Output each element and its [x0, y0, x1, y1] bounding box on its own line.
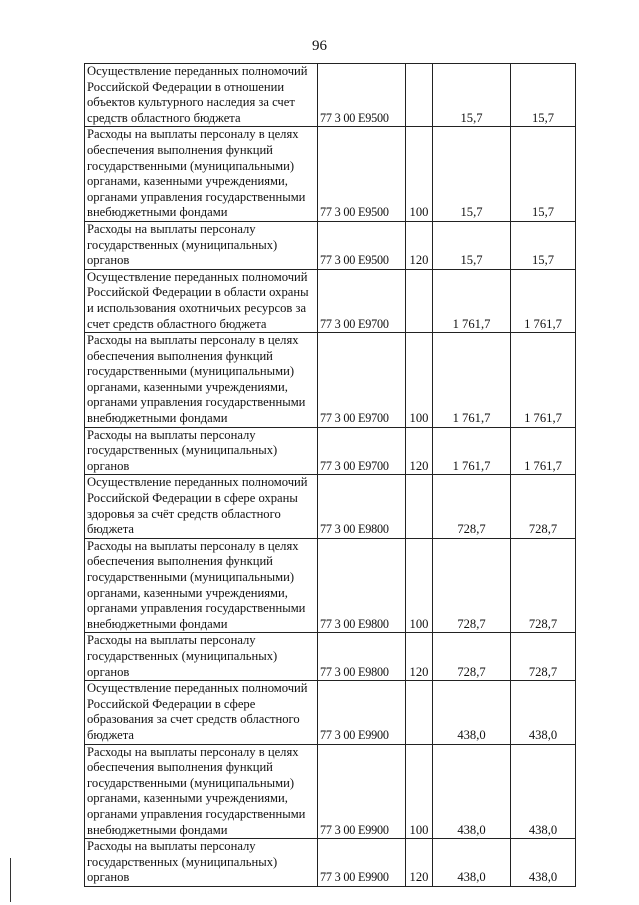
row-name-line: обеспечения выполнения функций — [87, 760, 273, 775]
row-amount-1-cell: 15,7 — [433, 221, 511, 269]
row-name-line: Российской Федерации в отношении — [87, 79, 285, 94]
budget-table — [84, 63, 576, 887]
row-name-line: Расходы на выплаты персоналу в целях — [87, 127, 299, 142]
row-amount-2-cell: 438,0 — [511, 744, 576, 839]
row-name-cell — [85, 221, 318, 269]
row-code-cell: 77 3 00 Е9500 — [318, 64, 406, 127]
table-row — [85, 221, 576, 269]
row-name-line: государственных (муниципальных) — [87, 648, 278, 663]
row-amount-2-cell: 728,7 — [511, 475, 576, 538]
row-amount-1-cell: 15,7 — [433, 127, 511, 222]
row-amount-1-cell: 1 761,7 — [433, 427, 511, 475]
row-expense-type-cell: 100 — [406, 744, 433, 839]
row-name-line: Расходы на выплаты персоналу в целях — [87, 333, 299, 348]
row-name-line: средств областного бюджета — [87, 110, 241, 125]
row-amount-2-cell: 438,0 — [511, 839, 576, 887]
scan-edge-mark — [10, 858, 11, 902]
row-name-line: Расходы на выплаты персоналу — [87, 839, 256, 854]
row-name-line: органами, казенными учреждениями, — [87, 791, 288, 806]
row-name-line: и использования охотничьих ресурсов за — [87, 300, 307, 315]
row-name-line: органов — [87, 458, 130, 473]
row-name-cell — [85, 475, 318, 538]
row-amount-1-cell: 728,7 — [433, 475, 511, 538]
row-name-cell — [85, 127, 318, 222]
row-code-cell: 77 3 00 Е9800 — [318, 538, 406, 633]
row-name-cell — [85, 269, 318, 332]
row-amount-1-cell: 1 761,7 — [433, 269, 511, 332]
row-name-cell — [85, 681, 318, 744]
row-name-line: Расходы на выплаты персоналу — [87, 221, 256, 236]
row-expense-type-cell — [406, 269, 433, 332]
row-name-line: обеспечения выполнения функций — [87, 142, 273, 157]
row-name-line: счет средств областного бюджета — [87, 316, 267, 331]
row-name-cell — [85, 333, 318, 428]
row-name-line: образования за счет средств областного — [87, 712, 300, 727]
row-name-line: Российской Федерации в сфере охраны — [87, 491, 298, 506]
row-name-line: внебюджетными фондами — [87, 205, 228, 220]
row-name-line: органами, казенными учреждениями, — [87, 174, 288, 189]
row-amount-2-cell: 728,7 — [511, 538, 576, 633]
row-expense-type-cell: 100 — [406, 127, 433, 222]
row-amount-2-cell: 438,0 — [511, 681, 576, 744]
row-code-cell: 77 3 00 Е9700 — [318, 427, 406, 475]
row-code-cell: 77 3 00 Е9500 — [318, 221, 406, 269]
row-name-cell — [85, 538, 318, 633]
row-name-line: органов — [87, 870, 130, 885]
row-name-line: Осуществление переданных полномочий — [87, 269, 308, 284]
table-row — [85, 744, 576, 839]
budget-table-body — [85, 64, 576, 887]
row-amount-2-cell: 15,7 — [511, 64, 576, 127]
row-amount-1-cell: 438,0 — [433, 744, 511, 839]
row-name-line: внебюджетными фондами — [87, 822, 228, 837]
row-amount-1-cell: 728,7 — [433, 538, 511, 633]
table-row — [85, 681, 576, 744]
row-expense-type-cell: 100 — [406, 538, 433, 633]
row-code-cell: 77 3 00 Е9900 — [318, 744, 406, 839]
row-name-line: органами, казенными учреждениями, — [87, 585, 288, 600]
row-name-cell — [85, 839, 318, 887]
row-name-line: государственными (муниципальными) — [87, 364, 295, 379]
row-name-line: обеспечения выполнения функций — [87, 554, 273, 569]
row-name-line: внебюджетными фондами — [87, 616, 228, 631]
row-name-line: Осуществление переданных полномочий — [87, 475, 308, 490]
row-amount-2-cell: 15,7 — [511, 127, 576, 222]
row-expense-type-cell: 120 — [406, 633, 433, 681]
row-code-cell: 77 3 00 Е9800 — [318, 633, 406, 681]
row-code-cell: 77 3 00 Е9800 — [318, 475, 406, 538]
row-name-line: государственных (муниципальных) — [87, 854, 278, 869]
row-name-line: органами управления государственными — [87, 189, 306, 204]
row-amount-2-cell: 1 761,7 — [511, 269, 576, 332]
row-name-line: органами, казенными учреждениями, — [87, 379, 288, 394]
row-name-line: государственными (муниципальными) — [87, 158, 295, 173]
row-name-line: органов — [87, 253, 130, 268]
table-row — [85, 475, 576, 538]
table-row — [85, 839, 576, 887]
row-expense-type-cell: 120 — [406, 839, 433, 887]
table-row — [85, 333, 576, 428]
row-name-line: бюджета — [87, 727, 134, 742]
row-name-line: Российской Федерации в сфере — [87, 696, 256, 711]
row-name-cell — [85, 744, 318, 839]
row-amount-2-cell: 728,7 — [511, 633, 576, 681]
row-name-line: обеспечения выполнения функций — [87, 348, 273, 363]
row-name-line: органами управления государственными — [87, 395, 306, 410]
row-name-line: Расходы на выплаты персоналу — [87, 427, 256, 442]
row-amount-2-cell: 1 761,7 — [511, 427, 576, 475]
table-row — [85, 538, 576, 633]
table-row — [85, 127, 576, 222]
row-code-cell: 77 3 00 Е9900 — [318, 839, 406, 887]
row-name-cell — [85, 633, 318, 681]
row-code-cell: 77 3 00 Е9500 — [318, 127, 406, 222]
row-name-line: государственных (муниципальных) — [87, 443, 278, 458]
row-expense-type-cell: 120 — [406, 427, 433, 475]
row-code-cell: 77 3 00 Е9700 — [318, 333, 406, 428]
row-amount-1-cell: 1 761,7 — [433, 333, 511, 428]
table-row — [85, 633, 576, 681]
row-name-line: органами управления государственными — [87, 806, 306, 821]
row-name-line: государственными (муниципальными) — [87, 570, 295, 584]
row-name-line: здоровья за счёт средств областного — [87, 506, 281, 521]
row-amount-1-cell: 438,0 — [433, 681, 511, 744]
row-name-line: Осуществление переданных полномочий — [87, 681, 308, 696]
row-name-cell — [85, 427, 318, 475]
row-amount-1-cell: 15,7 — [433, 64, 511, 127]
table-row — [85, 64, 576, 127]
row-name-line: внебюджетными фондами — [87, 411, 228, 426]
row-amount-2-cell: 1 761,7 — [511, 333, 576, 428]
row-name-line: Расходы на выплаты персоналу в целях — [87, 744, 299, 759]
row-name-line: объектов культурного наследия за счет — [87, 95, 295, 110]
row-name-line: государственных (муниципальных) — [87, 237, 278, 252]
row-name-line: Расходы на выплаты персоналу — [87, 633, 256, 648]
row-code-cell: 77 3 00 Е9900 — [318, 681, 406, 744]
row-expense-type-cell — [406, 64, 433, 127]
row-expense-type-cell: 100 — [406, 333, 433, 428]
table-row — [85, 269, 576, 332]
row-name-cell — [85, 64, 318, 127]
row-expense-type-cell — [406, 475, 433, 538]
row-expense-type-cell — [406, 681, 433, 744]
table-row — [85, 427, 576, 475]
row-name-line: Осуществление переданных полномочий — [87, 64, 308, 78]
row-amount-2-cell: 15,7 — [511, 221, 576, 269]
row-amount-1-cell: 728,7 — [433, 633, 511, 681]
row-amount-1-cell: 438,0 — [433, 839, 511, 887]
row-code-cell: 77 3 00 Е9700 — [318, 269, 406, 332]
row-name-line: Расходы на выплаты персоналу в целях — [87, 538, 299, 553]
row-name-line: Российской Федерации в области охраны — [87, 285, 309, 300]
row-name-line: бюджета — [87, 522, 134, 537]
row-name-line: органами управления государственными — [87, 601, 306, 616]
row-name-line: государственными (муниципальными) — [87, 775, 295, 790]
row-name-line: органов — [87, 664, 130, 679]
page-number: 96 — [312, 38, 327, 54]
row-expense-type-cell: 120 — [406, 221, 433, 269]
